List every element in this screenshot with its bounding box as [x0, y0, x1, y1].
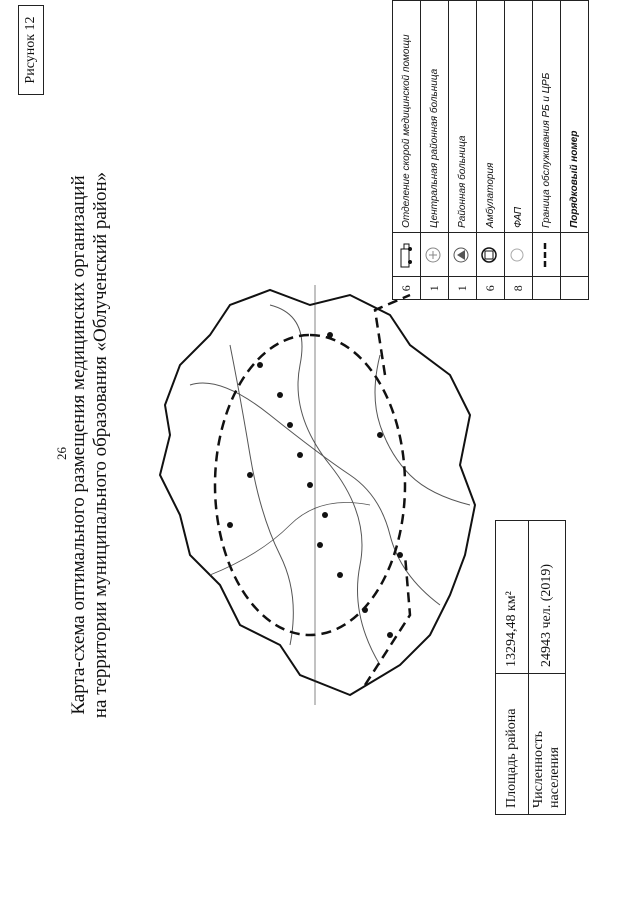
district-outline — [160, 290, 475, 695]
district-hospital-icon — [452, 246, 470, 264]
district-map — [150, 285, 480, 705]
district-info-table — [495, 520, 566, 815]
legend-label: Амбулатория — [477, 1, 505, 233]
legend-label: Отделение скорой медицинской помощи — [393, 1, 421, 233]
figure-label: Рисунок 12 — [18, 5, 44, 95]
legend-label: Порядковый номер — [561, 1, 589, 233]
page-number: 26 — [54, 447, 69, 460]
legend-count: 1 — [421, 277, 449, 300]
river — [230, 345, 293, 645]
legend-count — [561, 277, 589, 300]
map-legend — [392, 0, 589, 300]
population-label: Численность населения — [529, 674, 566, 815]
table-row — [529, 521, 566, 815]
title-line-1: Карта-схема оптимального размещения медицинских организаций — [68, 175, 89, 715]
legend-row — [533, 1, 561, 300]
clinic-icon — [480, 246, 498, 264]
title-line-2: на территории муниципального образования «Облученский район» — [90, 171, 111, 719]
area-label: Площадь района — [496, 674, 529, 815]
fap-icon — [508, 246, 526, 264]
service-boundary-line — [365, 555, 410, 685]
river — [210, 503, 370, 576]
legend-count: 8 — [505, 277, 533, 300]
legend-count: 6 — [393, 277, 421, 300]
legend-label: Граница обслуживания РБ и ЦРБ — [533, 1, 561, 233]
legend-count — [533, 277, 561, 300]
legend-label: Центральная районная больница — [421, 1, 449, 233]
central-hospital-icon — [424, 246, 442, 264]
population-value: 24943 чел. (2019) — [529, 521, 566, 674]
table-row — [496, 521, 529, 815]
area-value: 13294,48 км² — [496, 521, 529, 674]
ambulance-icon — [397, 241, 413, 269]
legend-row — [393, 1, 421, 300]
legend-count: 6 — [477, 277, 505, 300]
legend-row — [561, 1, 589, 300]
boundary-line-icon — [539, 241, 551, 269]
legend-row — [505, 1, 533, 300]
river — [375, 355, 470, 505]
page-title — [68, 165, 112, 725]
legend-label: Районная больница — [449, 1, 477, 233]
legend-row — [477, 1, 505, 300]
legend-label: ФАП — [505, 1, 533, 233]
legend-row — [421, 1, 449, 300]
legend-count: 1 — [449, 277, 477, 300]
service-boundary-line — [375, 295, 410, 375]
legend-row — [449, 1, 477, 300]
